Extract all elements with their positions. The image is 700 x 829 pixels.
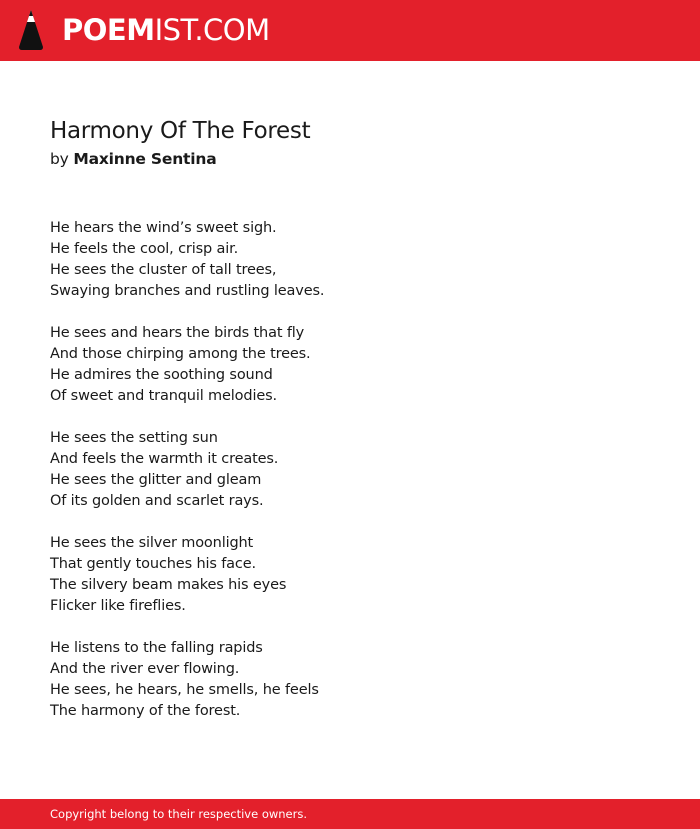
poem-line: He sees and hears the birds that fly (50, 325, 305, 341)
logo-brand-light: IST.COM (154, 13, 270, 47)
poem-line: He sees the cluster of tall trees, (50, 262, 277, 278)
poem-line: Swaying branches and rustling leaves. (50, 283, 325, 299)
byline (50, 148, 216, 170)
site-footer (0, 799, 700, 829)
stanza (50, 218, 650, 302)
poem-line: The silvery beam makes his eyes (50, 577, 287, 593)
stanza (50, 428, 650, 512)
poem-line: He sees the silver moonlight (50, 535, 254, 551)
site-header (0, 0, 700, 61)
poem-line: Of its golden and scarlet rays. (50, 493, 264, 509)
poem-line: Of sweet and tranquil melodies. (50, 388, 277, 404)
logo-brand-bold: POEM (62, 13, 155, 47)
site-logo[interactable] (62, 12, 270, 48)
poem-line: Flicker like fireflies. (50, 598, 186, 614)
by-label: by (50, 150, 69, 168)
stanza (50, 323, 650, 407)
poem-body (50, 218, 650, 743)
poem-line: The harmony of the forest. (50, 703, 241, 719)
poem-line: He listens to the falling rapids (50, 640, 263, 656)
poem-line: And the river ever flowing. (50, 661, 240, 677)
poem-line: That gently touches his face. (50, 556, 256, 572)
copyright-text: Copyright belong to their respective owners. (50, 807, 308, 821)
author-name: Maxinne Sentina (73, 150, 217, 168)
poem-line: He sees the setting sun (50, 430, 218, 446)
poem-line: He feels the cool, crisp air. (50, 241, 239, 257)
stanza (50, 533, 650, 617)
poem-line: He admires the soothing sound (50, 367, 273, 383)
poem-line: He sees, he hears, he smells, he feels (50, 682, 319, 698)
poem-line: And those chirping among the trees. (50, 346, 311, 362)
poem-line: He sees the glitter and gleam (50, 472, 262, 488)
poem-line: And feels the warmth it creates. (50, 451, 279, 467)
poem-line: He hears the wind’s sweet sigh. (50, 220, 277, 236)
stanza (50, 638, 650, 722)
pencil-tip-icon[interactable] (18, 9, 44, 51)
poem-title: Harmony Of The Forest (50, 118, 311, 144)
